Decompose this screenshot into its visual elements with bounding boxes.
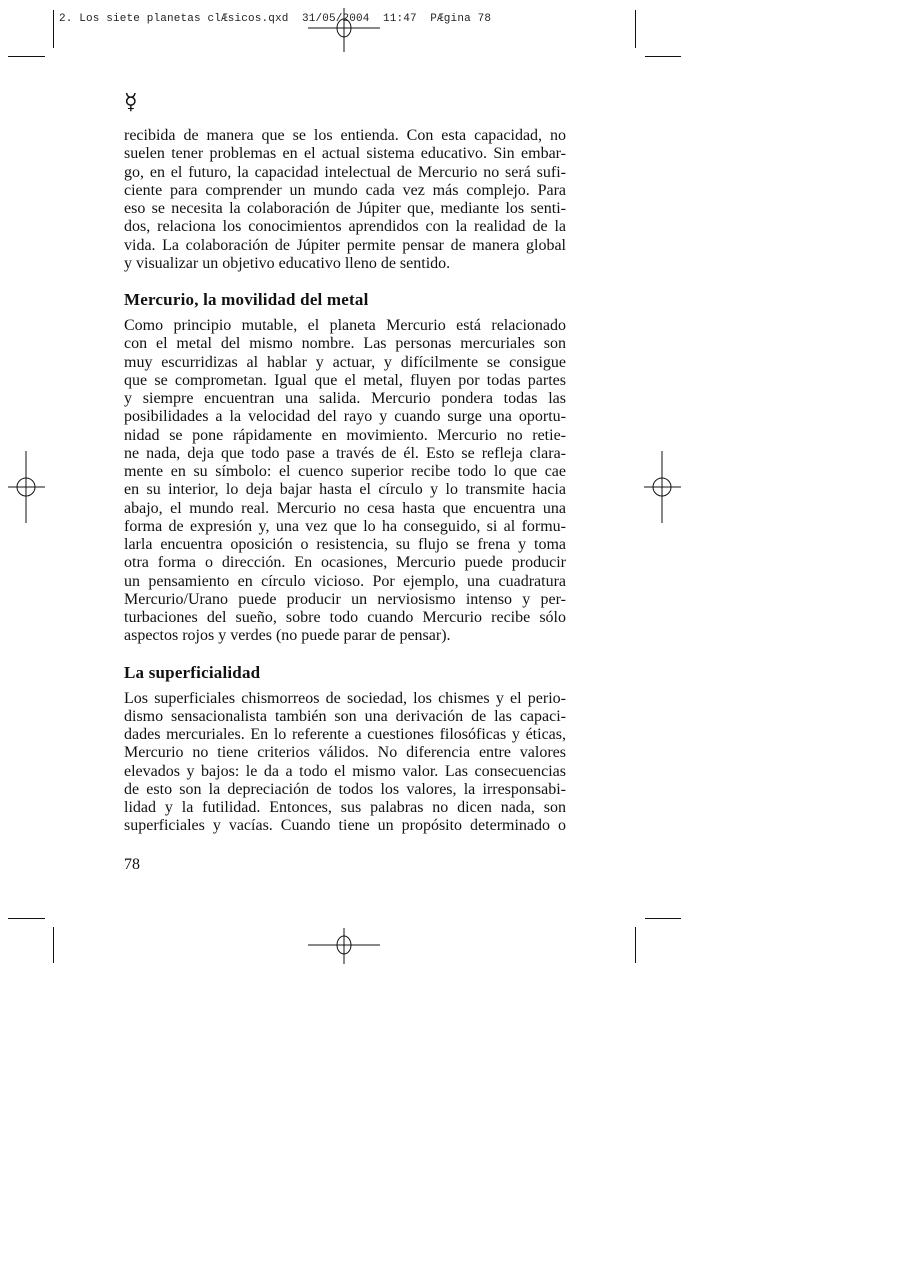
- text-line: Como principio mutable, el planeta Mercurio está relacionado: [124, 317, 566, 334]
- crop-mark-bottom-left-horizontal: [8, 918, 45, 919]
- section-2-paragraph: [124, 690, 566, 836]
- registration-target-left-icon: [8, 451, 80, 523]
- text-line: vida. La colaboración de Júpiter permite pensar de manera global: [124, 236, 566, 254]
- text-line: aspectos rojos y verdes (no puede parar de pensar).: [124, 627, 451, 645]
- intro-paragraph: [124, 127, 566, 273]
- text-line: dos, relaciona los conocimientos aprendidos con la realidad de la: [124, 218, 566, 236]
- page-number: 78: [124, 856, 140, 873]
- text-line: abajo, el mundo real. Mercurio no cesa hasta que encuentra una: [124, 499, 566, 517]
- text-line: ne nada, deja que todo pase a través de él. Esto se refleja clara-: [124, 444, 566, 462]
- crop-mark-bottom-left-vertical: [53, 927, 54, 963]
- print-slug-line: 2. Los siete planetas clÆsicos.qxd 31/05/2004 11:47 PÆgina 78: [59, 13, 492, 25]
- text-line: lidad y la futilidad. Entonces, sus palabras no dicen nada, son: [124, 799, 566, 816]
- text-line: recibida de manera que se los entienda. Con esta capacidad, no: [124, 127, 566, 144]
- text-line: que se comprometan. Igual que el metal, fluyen por todas partes: [124, 371, 566, 389]
- text-line: elevados y bajos: le da a todo el mismo valor. Las consecuencias: [124, 762, 566, 780]
- text-line: y siempre encuentran una salida. Mercurio pondera todas las: [124, 390, 566, 407]
- section-1-paragraph: [124, 317, 566, 646]
- text-line: dismo sensacionalista también son una derivación de las capaci-: [124, 707, 566, 725]
- text-line: en su interior, lo deja bajar hasta el círculo y lo transmite hacia: [124, 481, 566, 499]
- text-line: superficiales y vacías. Cuando tiene un propósito determinado o: [124, 817, 566, 835]
- crop-mark-top-right-vertical: [635, 10, 636, 48]
- text-line: mente en su símbolo: el cuenco superior recibe todo lo que cae: [124, 463, 566, 480]
- crop-mark-top-left-vertical: [53, 10, 54, 48]
- text-line: y visualizar un objetivo educativo lleno de sentido.: [124, 254, 451, 272]
- text-line: nidad se pone rápidamente en movimiento. Mercurio no retie-: [124, 426, 566, 444]
- text-line: Mercurio no tiene criterios válidos. No diferencia entre valores: [124, 744, 566, 762]
- text-line: turbaciones del sueño, sobre todo cuando Mercurio recibe sólo: [124, 609, 566, 626]
- text-line: un pensamiento en círculo vicioso. Por ejemplo, una cuadratura: [124, 572, 566, 590]
- text-line: de esto son la depreciación de todos los valores, la irresponsabi-: [124, 780, 566, 798]
- text-line: otra forma o dirección. En ocasiones, Mercurio puede producir: [124, 554, 566, 572]
- crop-mark-bottom-right-vertical: [635, 927, 636, 963]
- text-line: forma de expresión y, una vez que lo ha conseguido, si al formu-: [124, 517, 566, 535]
- crop-mark-top-left-horizontal: [8, 56, 45, 57]
- section-heading-mercurio-movilidad: Mercurio, la movilidad del metal: [124, 290, 369, 309]
- registration-target-right-icon: [644, 451, 716, 523]
- text-line: ciente para comprender un mundo cada vez más complejo. Para: [124, 181, 566, 199]
- section-heading-superficialidad: La superficialidad: [124, 662, 261, 682]
- text-line: Los superficiales chismorreos de sociedad, los chismes y el perio-: [124, 689, 566, 707]
- text-line: posibilidades a la velocidad del rayo y cuando surge una oportu-: [124, 408, 566, 426]
- text-line: larla encuentra oposición o resistencia, su flujo se frena y toma: [124, 536, 566, 553]
- registration-target-bottom-icon: [308, 928, 380, 964]
- mercury-symbol-icon: ☿: [124, 90, 138, 115]
- registration-target-top-icon: [308, 0, 380, 52]
- crop-mark-bottom-right-horizontal: [645, 918, 681, 919]
- text-line: go, en el futuro, la capacidad intelectual de Mercurio no será sufi-: [124, 163, 566, 181]
- text-line: con el metal del mismo nombre. Las personas mercuriales son: [124, 335, 566, 353]
- text-line: muy escurridizas al hablar y actuar, y difícilmente se consigue: [124, 353, 566, 371]
- text-column: [124, 127, 566, 836]
- text-line: eso se necesita la colaboración de Júpiter que, mediante los senti-: [124, 200, 566, 217]
- text-line: dades mercuriales. En lo referente a cuestiones filosóficas y éticas,: [124, 726, 566, 743]
- text-line: suelen tener problemas en el actual sistema educativo. Sin embar-: [124, 145, 566, 163]
- text-line: Mercurio/Urano puede producir un nerviosismo intenso y per-: [124, 590, 566, 608]
- crop-mark-top-right-horizontal: [645, 56, 681, 57]
